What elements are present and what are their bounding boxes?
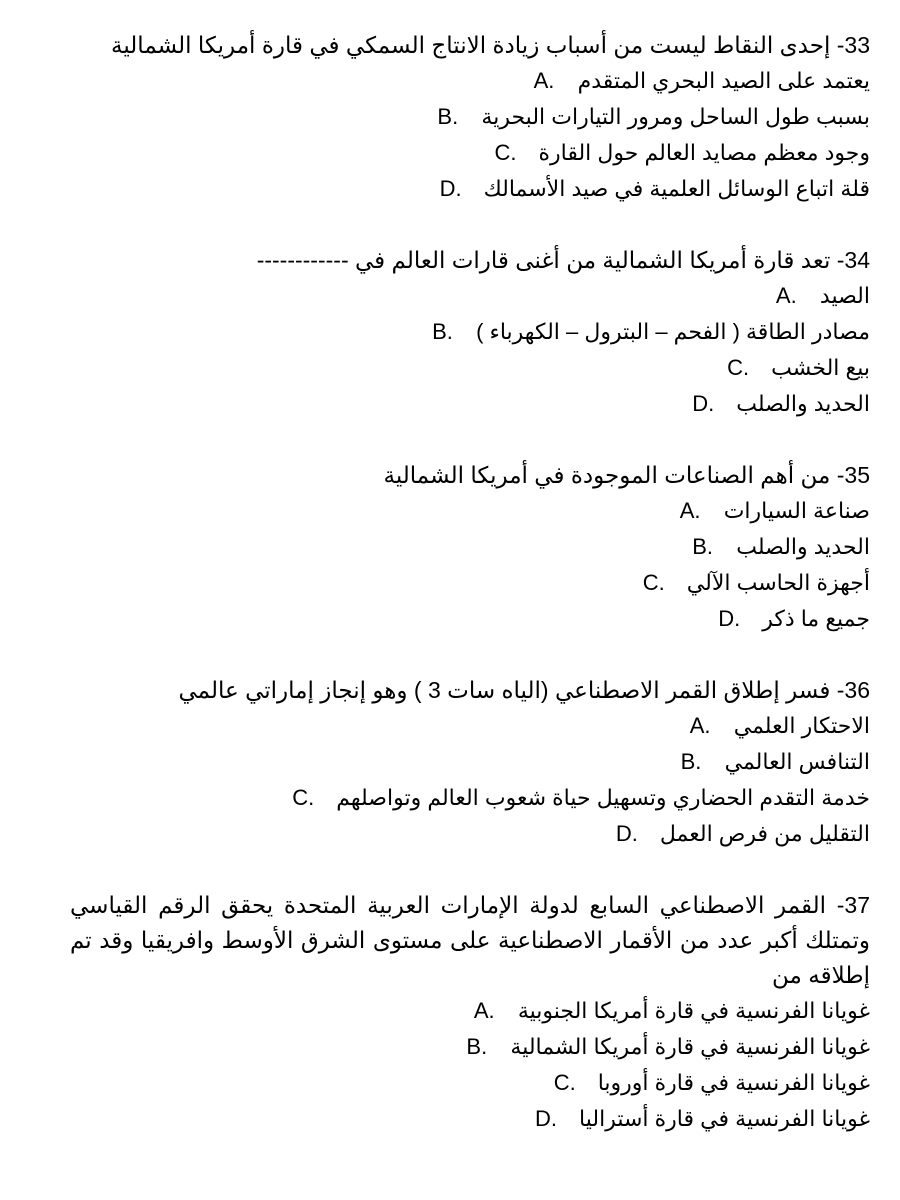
option-b[interactable] <box>70 314 870 350</box>
option-letter: B. <box>692 534 714 559</box>
option-c[interactable] <box>70 565 870 601</box>
option-letter: D. <box>439 176 462 201</box>
option-letter: D. <box>718 606 741 631</box>
option-d[interactable] <box>70 171 870 207</box>
options-list <box>70 708 870 852</box>
option-d[interactable] <box>70 601 870 637</box>
question-36 <box>70 673 870 852</box>
option-a[interactable] <box>70 493 870 529</box>
question-text: تعد قارة أمريكا الشمالية من أغنى قارات العالم في ------------ <box>256 247 831 273</box>
question-number: 36- <box>836 677 870 703</box>
options-list <box>70 278 870 422</box>
question-33 <box>70 28 870 207</box>
option-letter: C. <box>727 355 750 380</box>
option-text: بيع الخشب <box>771 355 870 380</box>
option-a[interactable] <box>70 708 870 744</box>
option-text: أجهزة الحاسب الآلي <box>686 570 870 595</box>
option-c[interactable] <box>70 780 870 816</box>
option-a[interactable] <box>70 63 870 99</box>
question-35 <box>70 458 870 637</box>
question-number: 34- <box>836 247 870 273</box>
option-a[interactable] <box>70 993 870 1029</box>
option-letter: B. <box>466 1034 488 1059</box>
option-letter: A. <box>473 998 495 1023</box>
question-stem <box>70 673 870 708</box>
question-text: من أهم الصناعات الموجودة في أمريكا الشمالية <box>383 462 831 488</box>
option-text: صناعة السيارات <box>723 498 870 523</box>
options-list <box>70 993 870 1137</box>
option-letter: A. <box>533 68 555 93</box>
option-text: التنافس العالمي <box>724 749 870 774</box>
option-letter: D. <box>615 821 638 846</box>
option-d[interactable] <box>70 386 870 422</box>
option-text: غويانا الفرنسية في قارة أمريكا الجنوبية <box>517 998 870 1023</box>
option-b[interactable] <box>70 529 870 565</box>
option-b[interactable] <box>70 744 870 780</box>
option-letter: A. <box>679 498 701 523</box>
option-letter: B. <box>680 749 702 774</box>
question-number: 37- <box>836 892 870 918</box>
option-text: قلة اتباع الوسائل العلمية في صيد الأسمالك <box>483 176 870 201</box>
option-letter: A. <box>775 283 797 308</box>
option-text: التقليل من فرص العمل <box>659 821 870 846</box>
option-text: الحديد والصلب <box>736 534 870 559</box>
options-list <box>70 493 870 637</box>
option-text: غويانا الفرنسية في قارة أستراليا <box>579 1106 870 1131</box>
question-stem <box>70 28 870 63</box>
option-letter: D. <box>692 391 715 416</box>
option-text: غويانا الفرنسية في قارة أوروبا <box>597 1070 870 1095</box>
option-letter: A. <box>689 713 711 738</box>
option-text: يعتمد على الصيد البحري المتقدم <box>577 68 870 93</box>
option-c[interactable] <box>70 350 870 386</box>
option-text: الحديد والصلب <box>736 391 870 416</box>
option-text: غويانا الفرنسية في قارة أمريكا الشمالية <box>510 1034 870 1059</box>
option-text: بسبب طول الساحل ومرور التيارات البحرية <box>481 104 870 129</box>
option-text: مصادر الطاقة ( الفحم – البترول – الكهرباء ) <box>476 319 870 344</box>
options-list <box>70 63 870 207</box>
option-text: الاحتكار العلمي <box>733 713 870 738</box>
question-text: فسر إطلاق القمر الاصطناعي (الياه سات 3 ) وهو إنجاز إماراتي عالمي <box>178 677 831 703</box>
option-c[interactable] <box>70 1065 870 1101</box>
option-d[interactable] <box>70 816 870 852</box>
option-letter: B. <box>437 104 459 129</box>
option-letter: B. <box>432 319 453 344</box>
option-letter: C. <box>292 785 315 810</box>
option-text: الصيد <box>819 283 870 308</box>
question-stem <box>70 458 870 493</box>
worksheet-page <box>70 28 870 1173</box>
option-b[interactable] <box>70 1029 870 1065</box>
option-text: جميع ما ذكر <box>762 606 870 631</box>
question-number: 33- <box>836 32 870 58</box>
option-a[interactable] <box>70 278 870 314</box>
option-text: خدمة التقدم الحضاري وتسهيل حياة شعوب العالم وتواصلهم <box>336 785 870 810</box>
question-text: القمر الاصطناعي السابع لدولة الإمارات العربية المتحدة يحقق الرقم القياسي وتمتلك أكبر عدد من الأقمار الاصطناعية على مستوى الشرق الأوسط وافريقيا وقد تم إطلاقه من <box>70 892 870 988</box>
option-letter: C. <box>494 140 517 165</box>
option-letter: D. <box>535 1106 558 1131</box>
option-d[interactable] <box>70 1101 870 1137</box>
option-c[interactable] <box>70 135 870 171</box>
question-stem <box>70 243 870 278</box>
question-37 <box>70 888 870 1137</box>
option-letter: C. <box>642 570 665 595</box>
question-text: إحدى النقاط ليست من أسباب زيادة الانتاج السمكي في قارة أمريكا الشمالية <box>111 32 831 58</box>
option-text: وجود معظم مصايد العالم حول القارة <box>538 140 870 165</box>
question-34 <box>70 243 870 422</box>
option-letter: C. <box>553 1070 576 1095</box>
question-stem <box>70 888 870 993</box>
option-b[interactable] <box>70 99 870 135</box>
question-number: 35- <box>836 462 870 488</box>
